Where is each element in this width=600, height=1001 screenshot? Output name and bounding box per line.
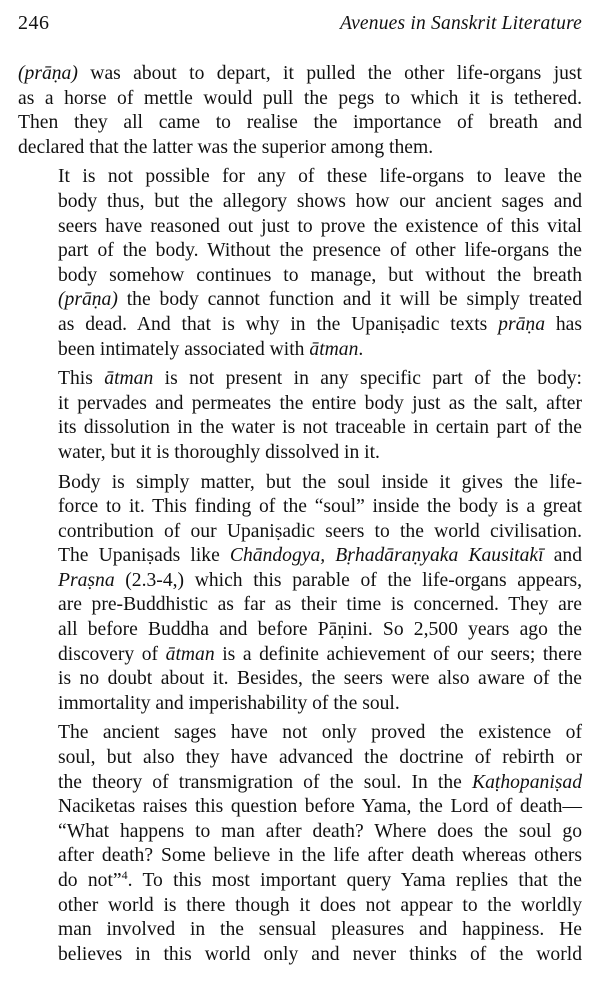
text-run: “What happens to man after death? Where does the soul go: [58, 820, 582, 842]
text-run: body somehow continues to manage, but without the breath: [58, 264, 582, 286]
running-head: [18, 12, 582, 52]
italic-term: prāṇa: [498, 313, 545, 335]
text-run: is no doubt about it. Besides, the seers were also aware of the: [58, 668, 582, 690]
text-run: is not present in any specific part of the body:: [153, 368, 582, 390]
text-line: [18, 264, 582, 289]
text-run: . To this most important query Yama replies that the: [127, 870, 582, 891]
text-line: [18, 869, 582, 894]
text-run: The Upaniṣads like: [58, 545, 230, 567]
text-line: [18, 111, 582, 136]
text-line: [18, 136, 582, 161]
running-title: Avenues in Sanskrit Literature: [340, 13, 582, 34]
text-run: contribution of our Upaniṣadic seers to the world civilisation.: [58, 520, 582, 542]
text-run: as dead. And that is why in the Upaniṣadic texts: [58, 313, 499, 335]
paragraph: [18, 367, 582, 465]
text-line: [18, 520, 582, 545]
text-run: The ancient sages have not only proved the existence of: [58, 722, 582, 744]
text-run: part of the body. Without the presence of other life-organs the: [58, 240, 582, 262]
text-line: [18, 471, 582, 496]
text-run: all before Buddha and before Pāṇini. So 2,500 years ago the: [58, 619, 582, 641]
italic-term: (prāṇa): [58, 289, 118, 311]
text-line: [18, 943, 582, 968]
text-run: seers have reasoned out just to prove the existence of this vital: [58, 215, 582, 237]
italic-term: Praṣna: [58, 569, 115, 591]
text-line: [18, 392, 582, 417]
paragraph: [18, 471, 582, 717]
page-number: 246: [18, 12, 50, 34]
text-line: [18, 62, 582, 87]
paragraph: [18, 62, 582, 160]
italic-term: Chāndogya, Bṛhadāraṇyaka Kausitakī: [229, 545, 544, 567]
text-run: (2.3-4,) which this parable of the life-organs appears,: [114, 569, 582, 591]
text-run: man involved in the sensual pleasures and happiness. He: [58, 919, 582, 941]
text-run: believes in this world only and never thinks of the world: [58, 943, 582, 965]
text-run: body thus, but the allegory shows how our ancient sages and: [58, 190, 582, 212]
text-line: [18, 692, 582, 717]
text-run: are pre-Buddhistic as far as their time is concerned. They are: [58, 594, 582, 616]
text-line: [18, 367, 582, 392]
text-run: is a definite achievement of our seers; there: [214, 643, 582, 665]
text-line: [18, 544, 582, 569]
text-line: [18, 795, 582, 820]
text-line: [18, 313, 582, 338]
text-run: immortality and imperishability of the soul.: [58, 692, 400, 714]
text-line: [18, 618, 582, 643]
paragraph: [18, 165, 582, 362]
text-line: [18, 288, 582, 313]
text-line: [18, 190, 582, 215]
text-line: [18, 87, 582, 112]
text-line: [18, 593, 582, 618]
text-run: .: [358, 338, 364, 360]
text-line: [18, 820, 582, 845]
text-run: the body cannot function and it will be simply treated: [117, 289, 582, 311]
text-run: has: [545, 313, 582, 335]
footnote-ref: 4: [121, 868, 128, 882]
text-run: soul, but also they have advanced the doctrine of rebirth or: [58, 747, 582, 769]
italic-term: ātman: [165, 643, 215, 665]
text-run: do not”: [58, 870, 122, 891]
italic-term: ātman: [309, 338, 359, 360]
text-line: [18, 416, 582, 441]
text-run: It is not possible for any of these life-organs to leave the: [58, 166, 582, 188]
text-run: was about to depart, it pulled the other life-organs just: [77, 63, 582, 84]
paragraph: [18, 721, 582, 967]
text-run: after death? Some believe in the life after death whereas others: [58, 845, 582, 867]
body-text: [18, 62, 582, 967]
text-run: water, but it is thoroughly dissolved in it.: [58, 441, 380, 463]
text-run: force to it. This finding of the “soul” inside the body is a great: [58, 496, 582, 518]
text-run: it pervades and permeates the entire body just as the salt, after: [58, 392, 582, 414]
italic-term: ātman: [104, 368, 154, 390]
text-run: Naciketas raises this question before Yama, the Lord of death—: [58, 796, 582, 818]
italic-term: (prāṇa): [18, 63, 78, 84]
text-line: [18, 721, 582, 746]
text-line: [18, 495, 582, 520]
text-run: the theory of transmigration of the soul. In the: [58, 771, 473, 793]
text-line: [18, 338, 582, 363]
text-line: [18, 239, 582, 264]
text-line: [18, 918, 582, 943]
text-run: declared that the latter was the superior among them.: [18, 136, 434, 158]
text-run: Body is simply matter, but the soul inside it gives the life-: [58, 471, 582, 493]
text-run: Then they all came to realise the importance of breath and: [18, 112, 582, 134]
text-run: other world is there though it does not appear to the worldly: [58, 894, 582, 916]
text-line: [18, 643, 582, 668]
text-line: [18, 667, 582, 692]
text-line: [18, 746, 582, 771]
text-run: been intimately associated with: [58, 338, 310, 360]
text-line: [18, 441, 582, 466]
text-line: [18, 844, 582, 869]
text-line: [18, 165, 582, 190]
text-line: [18, 894, 582, 919]
text-run: and: [543, 545, 582, 567]
text-run: discovery of: [58, 643, 166, 665]
text-run: as a horse of mettle would pull the pegs to which it is tethered.: [18, 87, 582, 109]
text-run: This: [58, 368, 105, 390]
text-run: its dissolution in the water is not traceable in certain part of the: [58, 417, 582, 439]
text-line: [18, 215, 582, 240]
italic-term: Kaṭhopaniṣad: [472, 771, 582, 793]
text-line: [18, 771, 582, 796]
text-line: [18, 569, 582, 594]
